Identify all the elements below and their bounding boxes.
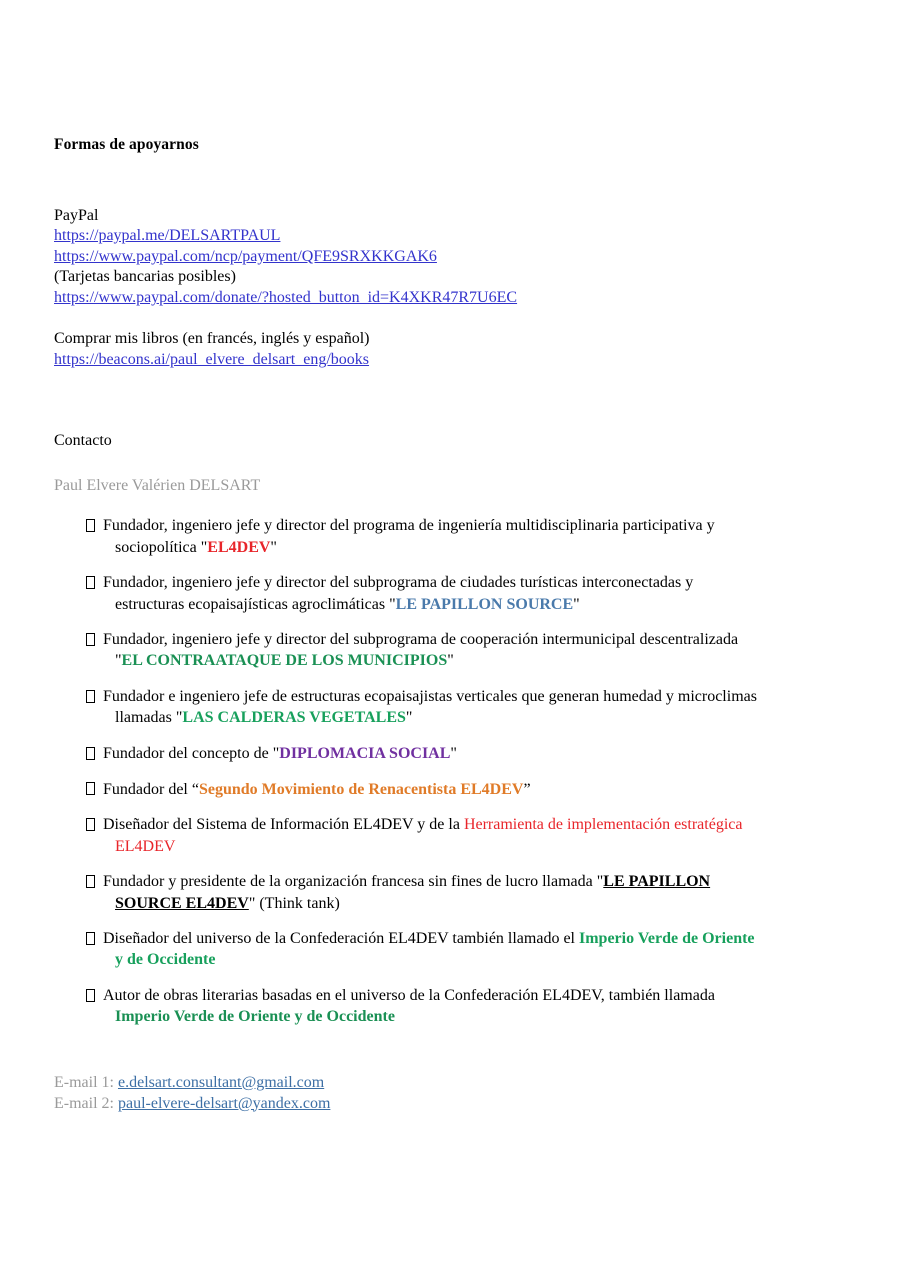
email-row-2 (54, 1093, 851, 1114)
emphasis-herramienta: Herramienta de implementación estratégica (463, 816, 743, 834)
list-item (86, 629, 851, 671)
bullet-box-icon (86, 633, 95, 646)
list-item-line-2 (103, 707, 851, 728)
paypal-section (54, 206, 851, 309)
text-segment: Fundador del concepto de " (103, 745, 280, 763)
bullet-box-icon (86, 519, 95, 532)
bullet-box-icon (86, 747, 95, 760)
email-2-link[interactable]: paul-elvere-delsart@yandex.com (117, 1094, 331, 1112)
emphasis-segundo-movimiento: Segundo Movimiento de Renacentista EL4DEV (198, 780, 524, 798)
list-item-line-1 (103, 871, 851, 892)
list-item-line-1 (103, 779, 851, 800)
list-item-line-1 (103, 928, 851, 949)
books-section (54, 329, 851, 370)
text-segment: " (115, 652, 122, 670)
emphasis-herramienta-el4dev: EL4DEV (115, 837, 176, 855)
emphasis-source-el4dev: SOURCE EL4DEV (115, 894, 249, 912)
list-item (86, 814, 851, 856)
paypal-cards-note: (Tarjetas bancarias posibles) (54, 268, 236, 286)
emphasis-imperio-verde-cont: y de Occidente (115, 951, 216, 969)
list-item (86, 985, 851, 1027)
emphasis-el-contraataque: EL CONTRAATAQUE DE LOS MUNICIPIOS (121, 652, 448, 670)
email-row-1 (54, 1072, 851, 1093)
list-item-line-1: Fundador, ingeniero jefe y director del subprograma de cooperación intermunicipal descentralizada (103, 631, 739, 649)
email-section (54, 1072, 851, 1114)
list-item-line-1 (103, 743, 851, 764)
text-segment: Diseñador del universo de la Confederación EL4DEV también llamado el (103, 930, 579, 948)
list-item (86, 743, 851, 764)
list-item (86, 779, 851, 800)
emphasis-las-calderas-vegetales: LAS CALDERAS VEGETALES (182, 709, 406, 727)
email-2-label: E-mail 2: (54, 1094, 114, 1112)
text-segment: " (270, 538, 277, 556)
bullet-box-icon (86, 875, 95, 888)
emphasis-le-papillon-source: LE PAPILLON SOURCE (395, 595, 574, 613)
text-segment: llamadas " (115, 709, 183, 727)
roles-list (54, 515, 851, 1027)
list-item-line-1: Fundador e ingeniero jefe de estructuras ecopaisajistas verticales que generan humedad y microclimas (103, 688, 757, 706)
list-item-line-1: Fundador, ingeniero jefe y director del programa de ingeniería multidisciplinaria participativa y (103, 517, 715, 535)
text-segment: " (573, 595, 580, 613)
bullet-box-icon (86, 989, 95, 1002)
bullet-box-icon (86, 932, 95, 945)
list-item-line-2 (103, 594, 851, 615)
bullet-box-icon (86, 690, 95, 703)
emphasis-le-papillon-source-el4dev: LE PAPILLON (603, 873, 711, 891)
list-item-line-1 (103, 814, 851, 835)
emphasis-diplomacia-social: DIPLOMACIA SOCIAL (279, 745, 451, 763)
list-item-line-2 (103, 537, 851, 558)
list-item-line-1: Autor de obras literarias basadas en el universo de la Confederación EL4DEV, también llamada (103, 987, 715, 1005)
text-segment: ” (523, 780, 531, 798)
list-item (86, 871, 851, 913)
books-beacons-link[interactable]: https://beacons.ai/paul_elvere_delsart_eng/books (54, 350, 370, 368)
list-item-line-1: Fundador, ingeniero jefe y director del subprograma de ciudades turísticas interconectadas y (103, 574, 694, 592)
author-name-block (54, 476, 851, 497)
text-segment: Diseñador del Sistema de Información EL4DEV y de la (103, 816, 464, 834)
paypal-heading: PayPal (54, 206, 99, 224)
contact-heading: Contacto (54, 432, 112, 450)
emphasis-el4dev: EL4DEV (207, 538, 271, 556)
email-1-link[interactable]: e.delsart.consultant@gmail.com (117, 1073, 325, 1091)
contact-section (54, 431, 851, 452)
list-item (86, 686, 851, 728)
list-item (86, 928, 851, 970)
paypal-ncp-payment-link[interactable]: https://www.paypal.com/ncp/payment/QFE9SRXKKGAK6 (54, 247, 437, 265)
list-item-line-2 (103, 650, 851, 671)
list-item-line-2 (103, 893, 851, 914)
emphasis-imperio-verde-completo: Imperio Verde de Oriente y de Occidente (115, 1008, 395, 1026)
bullet-box-icon (86, 818, 95, 831)
list-item (86, 515, 851, 557)
emphasis-imperio-verde: Imperio Verde de Oriente (579, 930, 755, 948)
email-1-label: E-mail 1: (54, 1073, 114, 1091)
books-heading: Comprar mis libros (en francés, inglés y español) (54, 330, 370, 348)
list-item (86, 572, 851, 614)
list-item-line-2 (103, 1006, 851, 1027)
text-segment: " (Think tank) (248, 894, 340, 912)
bullet-box-icon (86, 782, 95, 795)
text-segment: " (450, 745, 457, 763)
list-item-line-2 (103, 836, 851, 857)
text-segment: " (405, 709, 413, 727)
author-name: Paul Elvere Valérien DELSART (54, 476, 261, 494)
text-segment: Fundador y presidente de la organización francesa sin fines de lucro llamada " (103, 873, 604, 891)
bullet-box-icon (86, 576, 95, 589)
paypal-me-link[interactable]: https://paypal.me/DELSARTPAUL (54, 227, 281, 245)
page-title: Formas de apoyarnos (54, 136, 199, 153)
text-segment: estructuras ecopaisajísticas agroclimáticas " (115, 595, 396, 613)
list-item-line-2 (103, 949, 851, 970)
text-segment: sociopolítica " (115, 538, 208, 556)
text-segment: Fundador del “ (103, 780, 199, 798)
paypal-donate-link[interactable]: https://www.paypal.com/donate/?hosted_button_id=K4XKR47R7U6EC (54, 288, 518, 306)
text-segment: " (447, 652, 454, 670)
